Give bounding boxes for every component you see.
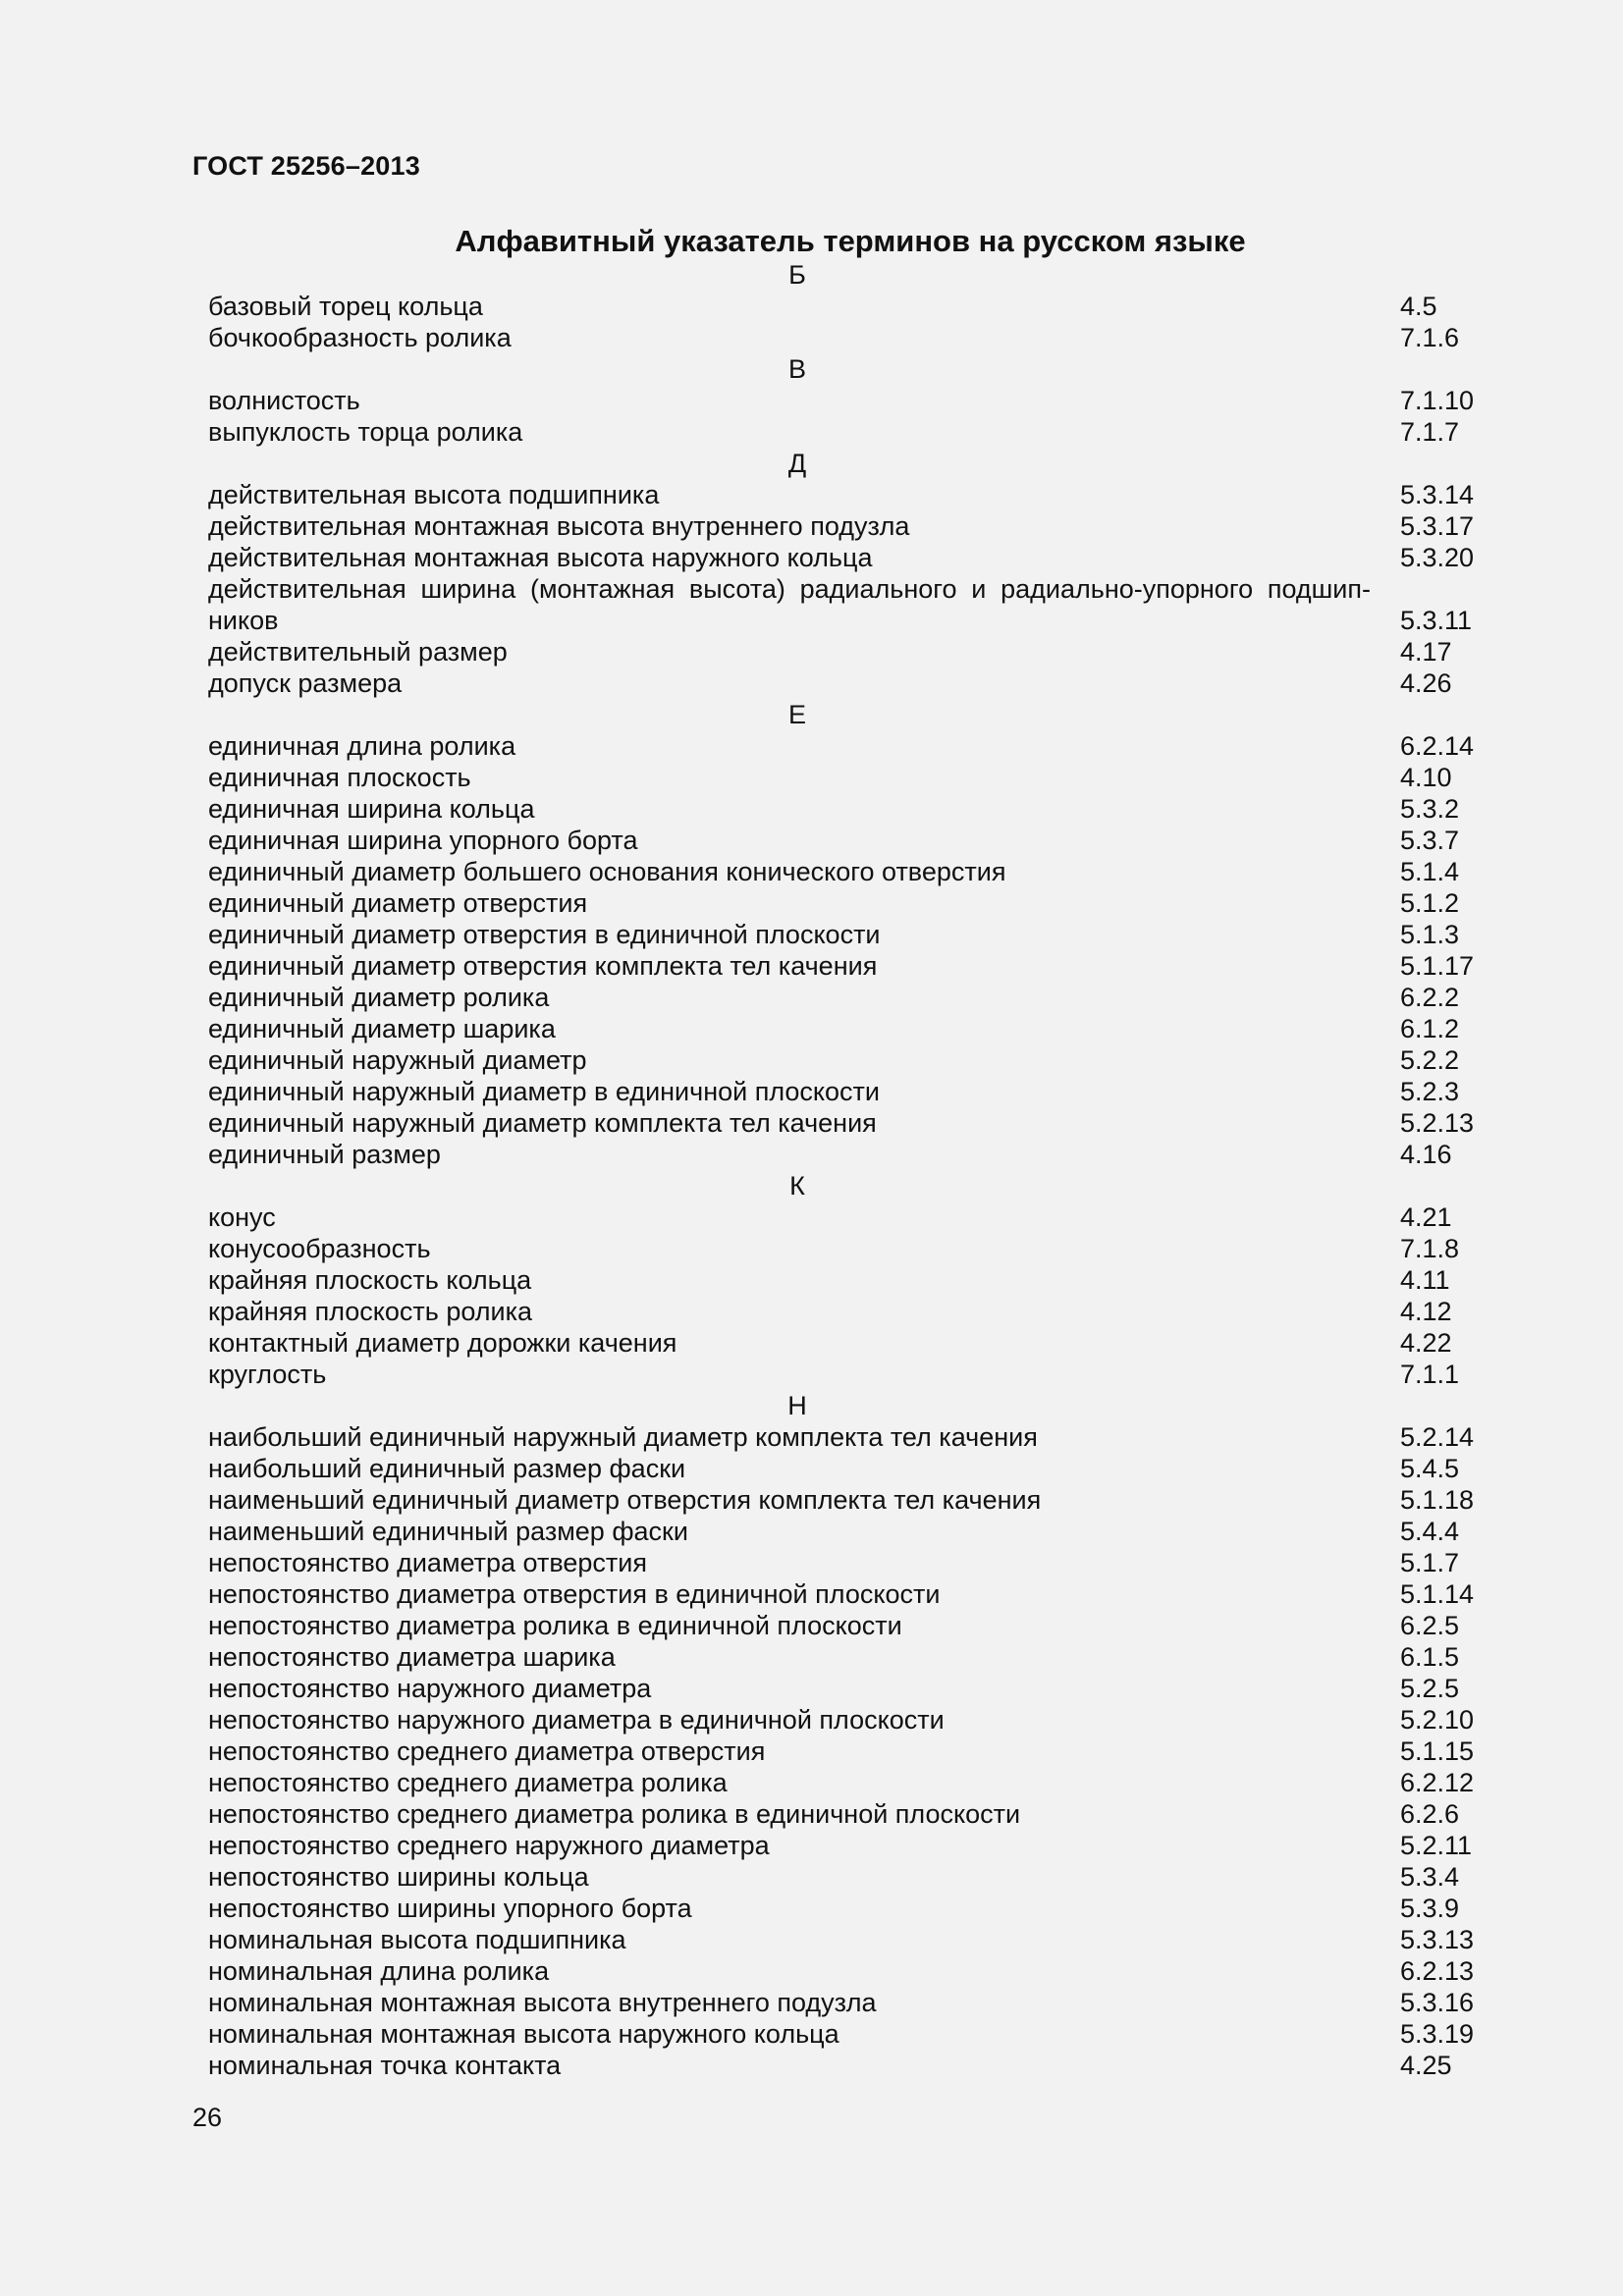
section-letter: К: [789, 1171, 805, 1201]
index-entry: [208, 385, 1481, 416]
index-term: непостоянство диаметра отверстия в единичной плоскости: [208, 1579, 941, 1609]
index-term: номинальная высота подшипника: [208, 1925, 626, 1954]
index-entry: [208, 1798, 1481, 1830]
index-entry: [208, 1359, 1481, 1390]
document-header: ГОСТ 25256–2013: [192, 151, 420, 181]
index-term: непостоянство диаметра ролика в единичной плоскости: [208, 1611, 902, 1640]
index-entry: [208, 1484, 1481, 1516]
index-entry: [208, 1044, 1481, 1076]
index-ref: 4.17: [1400, 637, 1452, 667]
page-title: Алфавитный указатель терминов на русском языке: [455, 224, 1246, 258]
index-term: непостоянство ширины кольца: [208, 1862, 589, 1892]
index-ref: 4.16: [1400, 1140, 1452, 1169]
index-entry: [208, 1578, 1481, 1610]
index-term: непостоянство диаметра шарика: [208, 1642, 616, 1672]
index-ref: 6.2.6: [1400, 1799, 1460, 1829]
index-entry: [208, 1893, 1481, 1924]
index-entry: [208, 1641, 1481, 1673]
index-entry: [208, 919, 1481, 950]
index-entry: [208, 1735, 1481, 1767]
index-term: непостоянство среднего диаметра ролика в единичной плоскости: [208, 1799, 1021, 1829]
index-ref: 5.2.13: [1400, 1108, 1475, 1138]
index-ref: 5.4.4: [1400, 1517, 1460, 1546]
index-entry: [208, 416, 1481, 448]
index-term: единичная плоскость: [208, 763, 471, 792]
index-term: действительная монтажная высота наружного кольца: [208, 543, 873, 572]
index-entry: [208, 887, 1481, 919]
index-ref: 6.1.2: [1400, 1014, 1460, 1043]
index-ref: 4.26: [1400, 668, 1452, 698]
index-ref: 5.3.7: [1400, 826, 1460, 855]
index-term: единичный диаметр большего основания конического отверстия: [208, 857, 1006, 886]
index-term: единичная ширина кольца: [208, 794, 535, 824]
index-ref: 5.2.5: [1400, 1674, 1460, 1703]
index-term: единичный диаметр отверстия: [208, 888, 588, 918]
index-entry: [208, 636, 1481, 667]
section-letter: Е: [787, 700, 806, 729]
index-entry: [208, 1139, 1481, 1170]
index-term: наименьший единичный диаметр отверстия комплекта тел качения: [208, 1485, 1042, 1515]
index-term: наибольший единичный наружный диаметр комплекта тел качения: [208, 1422, 1038, 1452]
index-ref: 4.25: [1400, 2051, 1452, 2080]
index-term: непостоянство наружного диаметра: [208, 1674, 652, 1703]
index-term: непостоянство среднего диаметра ролика: [208, 1768, 728, 1797]
index-term: наименьший единичный размер фаски: [208, 1517, 688, 1546]
section-letter: Б: [788, 260, 806, 290]
index-ref: 5.1.3: [1400, 920, 1460, 949]
index-ref: 7.1.8: [1400, 1234, 1460, 1263]
index-ref: 4.12: [1400, 1297, 1452, 1326]
index-entry: [208, 762, 1481, 793]
page-number: 26: [192, 2103, 223, 2132]
index-term: действительный размер: [208, 637, 508, 667]
index-entry: [208, 825, 1481, 856]
index-term: крайняя плоскость ролика: [208, 1297, 533, 1326]
index-term: конусообразность: [208, 1234, 431, 1263]
index-entry: [208, 1767, 1481, 1798]
index-entry: [208, 667, 1481, 699]
index-ref: 5.2.11: [1400, 1831, 1473, 1860]
index-ref: 7.1.6: [1400, 323, 1460, 352]
index-ref: 5.3.11: [1400, 606, 1473, 635]
index-ref: 4.10: [1400, 763, 1452, 792]
index-entry: [208, 1955, 1481, 1987]
index-ref: 5.3.9: [1400, 1894, 1460, 1923]
index-term: единичный наружный диаметр в единичной плоскости: [208, 1077, 880, 1106]
index-entry: [208, 1861, 1481, 1893]
index-entry: [208, 1673, 1481, 1704]
index-entry: [208, 1830, 1481, 1861]
index-ref: 5.2.14: [1400, 1422, 1475, 1452]
index-term: номинальная монтажная высота наружного кольца: [208, 2019, 839, 2049]
index-entry: [208, 1704, 1481, 1735]
index-ref: 5.4.5: [1400, 1454, 1460, 1483]
index-term: единичный диаметр отверстия в единичной плоскости: [208, 920, 881, 949]
index-ref: 7.1.7: [1400, 417, 1460, 447]
index-entry: [208, 605, 1481, 636]
index-entry: [208, 793, 1481, 825]
index-entry: [208, 1987, 1481, 2018]
index-entry: [208, 1421, 1481, 1453]
index-entry: [208, 573, 1481, 605]
section-letter: В: [787, 354, 806, 384]
index-ref: 6.2.2: [1400, 983, 1460, 1012]
index-ref: 5.1.14: [1400, 1579, 1475, 1609]
index-term: базовый торец кольца: [208, 292, 483, 321]
index-term: непостоянство диаметра отверстия: [208, 1548, 647, 1577]
index-ref: 7.1.1: [1400, 1360, 1460, 1389]
index-term: бочкообразность ролика: [208, 323, 512, 352]
index-ref: 7.1.10: [1400, 386, 1475, 415]
index-entry: [208, 1924, 1481, 1955]
index-term: конус: [208, 1202, 276, 1232]
index-ref: 4.21: [1400, 1202, 1452, 1232]
index-term: действительная ширина (монтажная высота) радиального и радиально-упорного подшип-: [208, 574, 1371, 604]
index-ref: 5.3.16: [1400, 1988, 1475, 2017]
index-ref: 5.3.13: [1400, 1925, 1475, 1954]
index-entry: [208, 1547, 1481, 1578]
index-term: единичный диаметр ролика: [208, 983, 550, 1012]
index-term: номинальная монтажная высота внутреннего подузла: [208, 1988, 877, 2017]
index-term: действительная монтажная высота внутреннего подузла: [208, 511, 910, 541]
index-term: номинальная длина ролика: [208, 1956, 550, 1986]
index-entry: [208, 1453, 1481, 1484]
index-entry: [208, 1610, 1481, 1641]
index-entry: [208, 322, 1481, 353]
index-ref: 6.1.5: [1400, 1642, 1460, 1672]
index-ref: 5.3.19: [1400, 2019, 1475, 2049]
index-term: контактный диаметр дорожки качения: [208, 1328, 677, 1358]
index-entry: [208, 1327, 1481, 1359]
index-entry: [208, 730, 1481, 762]
term-index: [208, 259, 1481, 2081]
index-ref: 5.1.15: [1400, 1736, 1475, 1766]
index-entry: [208, 291, 1481, 322]
index-term: единичная ширина упорного борта: [208, 826, 638, 855]
index-term: непостоянство среднего диаметра отверстия: [208, 1736, 766, 1766]
index-ref: 5.2.3: [1400, 1077, 1460, 1106]
index-entry: [208, 1296, 1481, 1327]
index-ref: 5.1.17: [1400, 951, 1475, 981]
index-term: единичный диаметр шарика: [208, 1014, 556, 1043]
index-entry: [208, 479, 1481, 510]
index-term: единичный размер: [208, 1140, 441, 1169]
index-entry: [208, 2018, 1481, 2050]
index-term: допуск размера: [208, 668, 403, 698]
index-term: единичный наружный диаметр: [208, 1045, 587, 1075]
index-ref: 5.2.2: [1400, 1045, 1460, 1075]
index-entry: [208, 1201, 1481, 1233]
index-ref: 5.1.18: [1400, 1485, 1475, 1515]
index-term: круглость: [208, 1360, 327, 1389]
index-term: непостоянство ширины упорного борта: [208, 1894, 692, 1923]
index-entry: [208, 982, 1481, 1013]
index-entry: [208, 2050, 1481, 2081]
index-ref: 5.1.2: [1400, 888, 1460, 918]
index-ref: 4.11: [1400, 1265, 1450, 1295]
index-entry: [208, 1076, 1481, 1107]
index-ref: 5.3.14: [1400, 480, 1475, 509]
index-ref: 4.5: [1400, 292, 1437, 321]
index-ref: 5.1.4: [1400, 857, 1460, 886]
index-term: непостоянство наружного диаметра в единичной плоскости: [208, 1705, 945, 1735]
index-term: номинальная точка контакта: [208, 2051, 562, 2080]
index-ref: 6.2.13: [1400, 1956, 1475, 1986]
index-term: единичная длина ролика: [208, 731, 516, 761]
index-entry: [208, 856, 1481, 887]
index-term: наибольший единичный размер фаски: [208, 1454, 686, 1483]
index-entry: [208, 510, 1481, 542]
index-ref: 6.2.12: [1400, 1768, 1475, 1797]
section-letter: Д: [787, 449, 807, 478]
index-term: непостоянство среднего наружного диаметра: [208, 1831, 770, 1860]
index-term: единичный диаметр отверстия комплекта тел качения: [208, 951, 878, 981]
index-term: выпуклость торца ролика: [208, 417, 523, 447]
index-entry: [208, 1107, 1481, 1139]
index-term: волнистость: [208, 386, 360, 415]
index-term: крайняя плоскость кольца: [208, 1265, 532, 1295]
index-entry: [208, 1013, 1481, 1044]
index-ref: 5.3.20: [1400, 543, 1475, 572]
index-ref: 5.1.7: [1400, 1548, 1460, 1577]
index-ref: 5.3.4: [1400, 1862, 1460, 1892]
section-letter: Н: [787, 1391, 807, 1420]
index-entry: [208, 1233, 1481, 1264]
index-entry: [208, 542, 1481, 573]
index-term: единичный наружный диаметр комплекта тел качения: [208, 1108, 877, 1138]
index-ref: 5.3.2: [1400, 794, 1460, 824]
index-ref: 6.2.14: [1400, 731, 1475, 761]
index-entry: [208, 1516, 1481, 1547]
index-term: ников: [208, 606, 279, 635]
index-term: действительная высота подшипника: [208, 480, 660, 509]
index-entry: [208, 950, 1481, 982]
index-ref: 5.2.10: [1400, 1705, 1475, 1735]
index-ref: 5.3.17: [1400, 511, 1475, 541]
index-ref: 6.2.5: [1400, 1611, 1460, 1640]
index-ref: 4.22: [1400, 1328, 1452, 1358]
index-entry: [208, 1264, 1481, 1296]
